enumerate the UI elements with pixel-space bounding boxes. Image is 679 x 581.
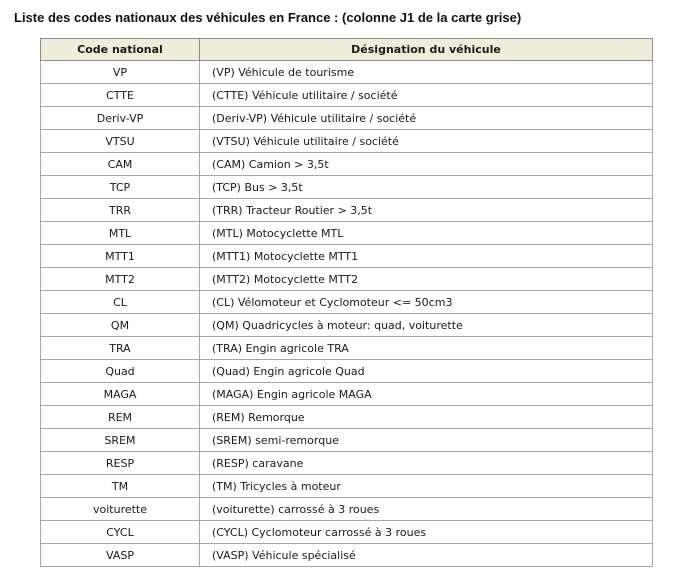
- table-row: [41, 452, 653, 475]
- table-row: [41, 153, 653, 176]
- cell-designation: (CYCL) Cyclomoteur carrossé à 3 roues: [200, 521, 653, 544]
- table-row: [41, 521, 653, 544]
- cell-designation: (CTTE) Véhicule utilitaire / société: [200, 84, 653, 107]
- cell-designation: (VP) Véhicule de tourisme: [200, 61, 653, 84]
- table-row: [41, 360, 653, 383]
- cell-designation: (MTL) Motocyclette MTL: [200, 222, 653, 245]
- table-row: [41, 84, 653, 107]
- cell-designation: (CL) Vélomoteur et Cyclomoteur <= 50cm3: [200, 291, 653, 314]
- page-title: Liste des codes nationaux des véhicules en France : (colonne J1 de la carte grise): [14, 10, 522, 25]
- table-row: [41, 544, 653, 567]
- table-row: [41, 176, 653, 199]
- cell-code: VTSU: [41, 130, 200, 153]
- cell-code: VP: [41, 61, 200, 84]
- table-row: [41, 222, 653, 245]
- cell-code: SREM: [41, 429, 200, 452]
- table-row: [41, 314, 653, 337]
- cell-designation: (TM) Tricycles à moteur: [200, 475, 653, 498]
- cell-designation: (VASP) Véhicule spécialisé: [200, 544, 653, 567]
- cell-code: CTTE: [41, 84, 200, 107]
- table-row: [41, 199, 653, 222]
- cell-designation: (REM) Remorque: [200, 406, 653, 429]
- cell-designation: (VTSU) Véhicule utilitaire / société: [200, 130, 653, 153]
- table-body: [41, 61, 653, 567]
- cell-designation: (CAM) Camion > 3,5t: [200, 153, 653, 176]
- cell-code: MTL: [41, 222, 200, 245]
- cell-designation: (MTT1) Motocyclette MTT1: [200, 245, 653, 268]
- header-code-national: Code national: [41, 39, 200, 61]
- cell-code: MTT1: [41, 245, 200, 268]
- cell-designation: (TRA) Engin agricole TRA: [200, 337, 653, 360]
- cell-code: REM: [41, 406, 200, 429]
- cell-designation: (SREM) semi-remorque: [200, 429, 653, 452]
- header-designation: Désignation du véhicule: [200, 39, 653, 61]
- cell-code: MAGA: [41, 383, 200, 406]
- cell-code: CL: [41, 291, 200, 314]
- cell-designation: (RESP) caravane: [200, 452, 653, 475]
- table-row: [41, 130, 653, 153]
- cell-code: Quad: [41, 360, 200, 383]
- cell-code: QM: [41, 314, 200, 337]
- cell-code: voiturette: [41, 498, 200, 521]
- table-row: [41, 107, 653, 130]
- cell-code: CYCL: [41, 521, 200, 544]
- table-row: [41, 61, 653, 84]
- cell-code: TRA: [41, 337, 200, 360]
- table-row: [41, 337, 653, 360]
- table-row: [41, 406, 653, 429]
- cell-code: TM: [41, 475, 200, 498]
- cell-designation: (QM) Quadricycles à moteur: quad, voiturette: [200, 314, 653, 337]
- cell-designation: (voiturette) carrossé à 3 roues: [200, 498, 653, 521]
- cell-designation: (Quad) Engin agricole Quad: [200, 360, 653, 383]
- table-row: [41, 383, 653, 406]
- table-row: [41, 498, 653, 521]
- cell-designation: (TCP) Bus > 3,5t: [200, 176, 653, 199]
- table-row: [41, 475, 653, 498]
- cell-code: VASP: [41, 544, 200, 567]
- cell-designation: (Deriv-VP) Véhicule utilitaire / société: [200, 107, 653, 130]
- table-row: [41, 268, 653, 291]
- cell-designation: (MAGA) Engin agricole MAGA: [200, 383, 653, 406]
- table-row: [41, 429, 653, 452]
- cell-designation: (TRR) Tracteur Routier > 3,5t: [200, 199, 653, 222]
- vehicle-codes-table: [40, 38, 653, 567]
- cell-code: RESP: [41, 452, 200, 475]
- table-header-row: [41, 39, 653, 61]
- cell-designation: (MTT2) Motocyclette MTT2: [200, 268, 653, 291]
- table-row: [41, 245, 653, 268]
- cell-code: TCP: [41, 176, 200, 199]
- table-row: [41, 291, 653, 314]
- cell-code: Deriv-VP: [41, 107, 200, 130]
- cell-code: CAM: [41, 153, 200, 176]
- cell-code: TRR: [41, 199, 200, 222]
- cell-code: MTT2: [41, 268, 200, 291]
